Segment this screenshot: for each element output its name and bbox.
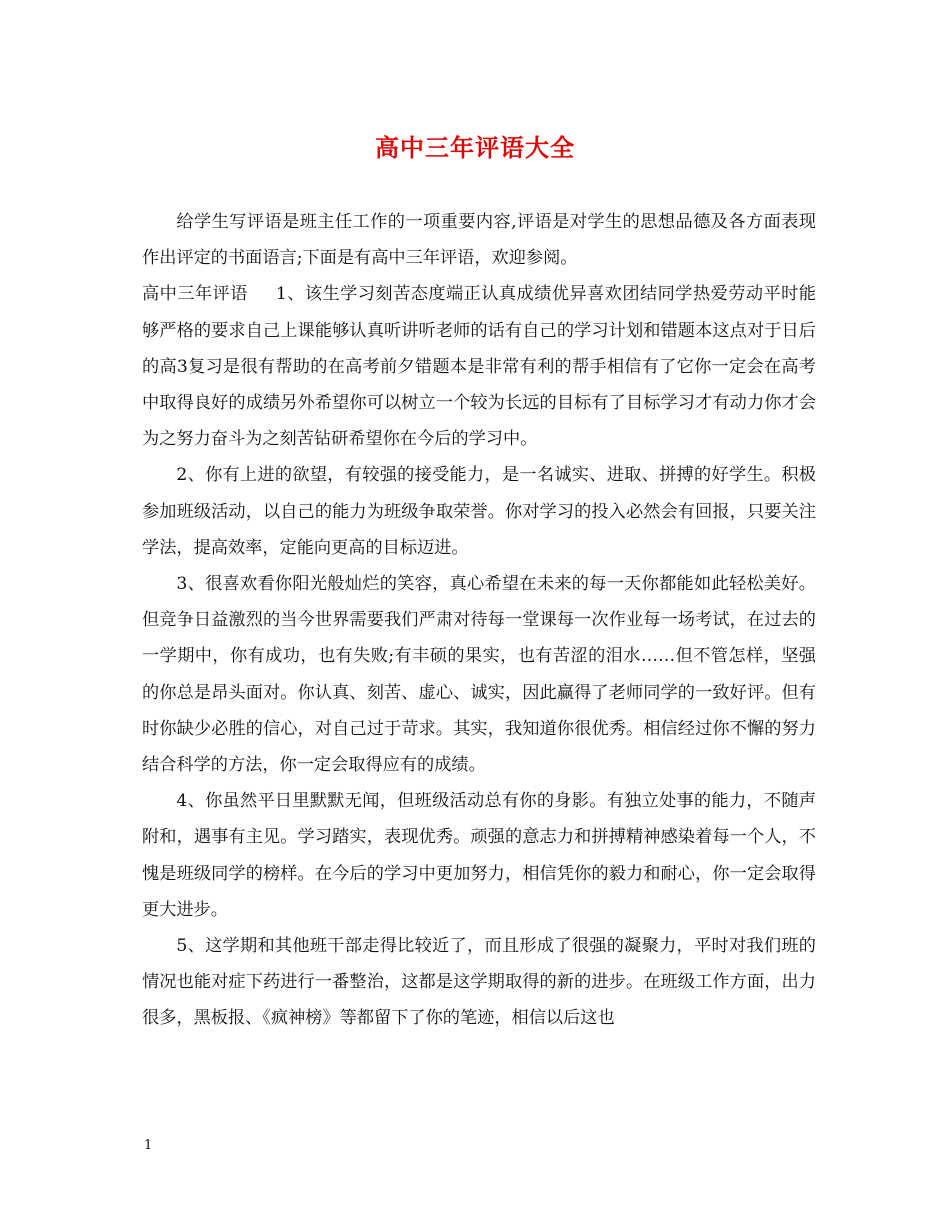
document-body	[142, 204, 816, 1037]
item-paragraph-5: 5、这学期和其他班干部走得比较近了，而且形成了很强的凝聚力，平时对我们班的情况也能对症下药进行一番整治，这都是这学期取得的新的进步。在班级工作方面，出力很多，黑板报、《疯神榜》等都留下了你的笔迹，相信以后这也	[142, 936, 816, 1029]
section-label: 高中三年评语	[142, 284, 248, 305]
intro-paragraph: 给学生写评语是班主任工作的一项重要内容,评语是对学生的思想品德及各方面表现作出评定的书面语言;下面是有高中三年评语，欢迎参阅。	[142, 212, 816, 269]
item-paragraph-3: 3、很喜欢看你阳光般灿烂的笑容，真心希望在未来的每一天你都能如此轻松美好。但竞争日益激烈的当今世界需要我们严肃对待每一堂课每一次作业每一场考试，在过去的一学期中，你有成功，也有失败;有丰硕的果实，也有苦涩的泪水……但不管怎样，坚强的你总是昂头面对。你认真、刻苦、虚心、诚实，因此赢得了老师同学的一致好评。但有时你缺少必胜的信心，对自己过于苛求。其实，我知道你很优秀。相信经过你不懈的努力结合科学的方法，你一定会取得应有的成绩。	[142, 574, 816, 776]
page-number: 1	[144, 1138, 153, 1153]
item-paragraph-4: 4、你虽然平日里默默无闻，但班级活动总有你的身影。有独立处事的能力，不随声附和，遇事有主见。学习踏实，表现优秀。顽强的意志力和拼搏精神感染着每一个人，不愧是班级同学的榜样。在今后的学习中更加努力，相信凭你的毅力和耐心，你一定会取得更大进步。	[142, 791, 816, 920]
item-paragraph-2: 2、你有上进的欲望，有较强的接受能力，是一名诚实、进取、拼搏的好学生。积极参加班级活动，以自己的能力为班级争取荣誉。你对学习的投入必然会有回报，只要关注学法，提高效率，定能向更高的目标迈进。	[142, 465, 816, 558]
item-paragraph-1	[142, 276, 816, 457]
page-title: 高中三年评语大全	[375, 133, 575, 162]
item-text-1: 1、该生学习刻苦态度端正认真成绩优异喜欢团结同学热爱劳动平时能够严格的要求自己上课能够认真听讲听老师的话有自己的学习计划和错题本这点对于日后的高3复习是很有帮助的在高考前夕错题本是非常有利的帮手相信有了它你一定会在高考中取得良好的成绩另外希望你可以树立一个较为长远的目标有了目标学习才有动力你才会为之努力奋斗为之刻苦钻研希望你在今后的学习中。	[142, 284, 816, 450]
